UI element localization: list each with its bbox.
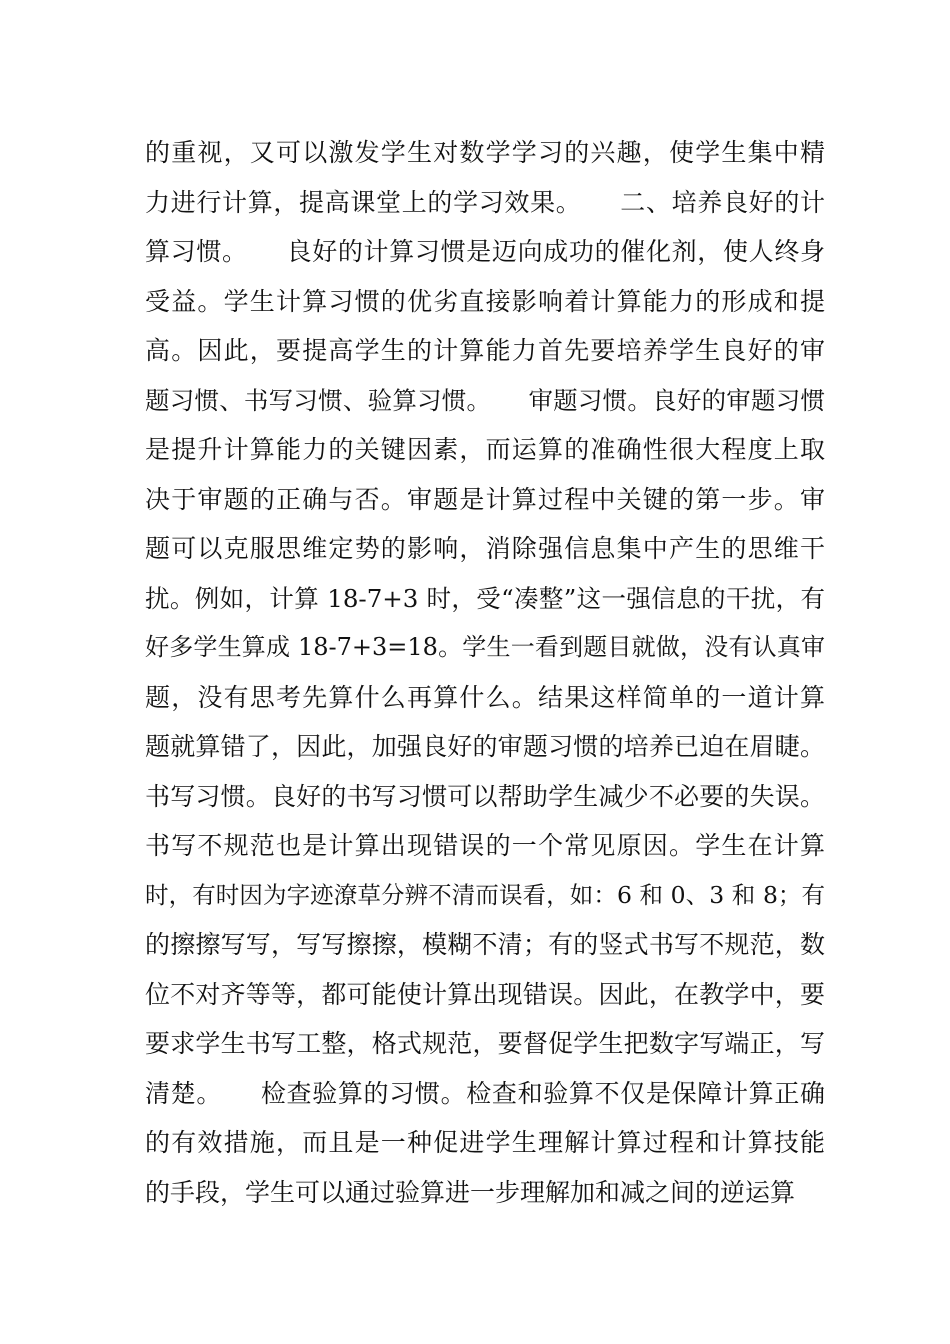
text-line: 高。因此，要提高学生的计算能力首先要培养学生良好的审	[145, 336, 825, 365]
text-line: 书写习惯。良好的书写习惯可以帮助学生减少不必要的失误。	[145, 781, 825, 811]
text-line: 的手段，学生可以通过验算进一步理解加和减之间的逆运算	[145, 1177, 796, 1207]
text-line: 是提升计算能力的关键因素，而运算的准确性很大程度上取	[145, 435, 825, 464]
text-line: 的有效措施，而且是一种促进学生理解计算过程和计算技能	[145, 1128, 825, 1157]
text-line: 决于审题的正确与否。审题是计算过程中关键的第一步。审	[145, 484, 825, 514]
text-line: 题就算错了，因此，加强良好的审题习惯的培养已迫在眉睫。	[145, 732, 825, 761]
text-line: 位不对齐等等，都可能使计算出现错误。因此，在教学中，要	[145, 979, 825, 1009]
text-line: 要求学生书写工整，格式规范，要督促学生把数字写端正，写	[145, 1029, 825, 1058]
body-text	[145, 128, 825, 1217]
text-line: 扰。例如，计算 18-7+3 时，受“凑整”这一强信息的干扰，有	[145, 583, 825, 613]
text-line: 题可以克服思维定势的影响，消除强信息集中产生的思维干	[145, 534, 825, 563]
text-line: 清楚。 检查验算的习惯。检查和验算不仅是保障计算正确	[145, 1078, 825, 1108]
text-line: 受益。学生计算习惯的优劣直接影响着计算能力的形成和提	[145, 286, 825, 316]
text-line: 力进行计算，提高课堂上的学习效果。 二、培养良好的计	[145, 187, 825, 217]
text-line: 时，有时因为字迹潦草分辨不清而误看，如：6 和 0、3 和 8；有	[145, 880, 825, 909]
text-line: 好多学生算成 18-7+3=18。学生一看到题目就做，没有认真审	[145, 633, 825, 661]
text-line: 书写不规范也是计算出现错误的一个常见原因。学生在计算	[145, 831, 825, 860]
text-line: 的擦擦写写，写写擦擦，模糊不清；有的竖式书写不规范，数	[145, 930, 825, 959]
text-line: 的重视，又可以激发学生对数学学习的兴趣，使学生集中精	[145, 138, 825, 167]
text-line: 算习惯。 良好的计算习惯是迈向成功的催化剂，使人终身	[145, 237, 825, 266]
text-line: 题习惯、书写习惯、验算习惯。 审题习惯。良好的审题习惯	[145, 385, 825, 415]
text-line: 题，没有思考先算什么再算什么。结果这样简单的一道计算	[145, 682, 825, 712]
